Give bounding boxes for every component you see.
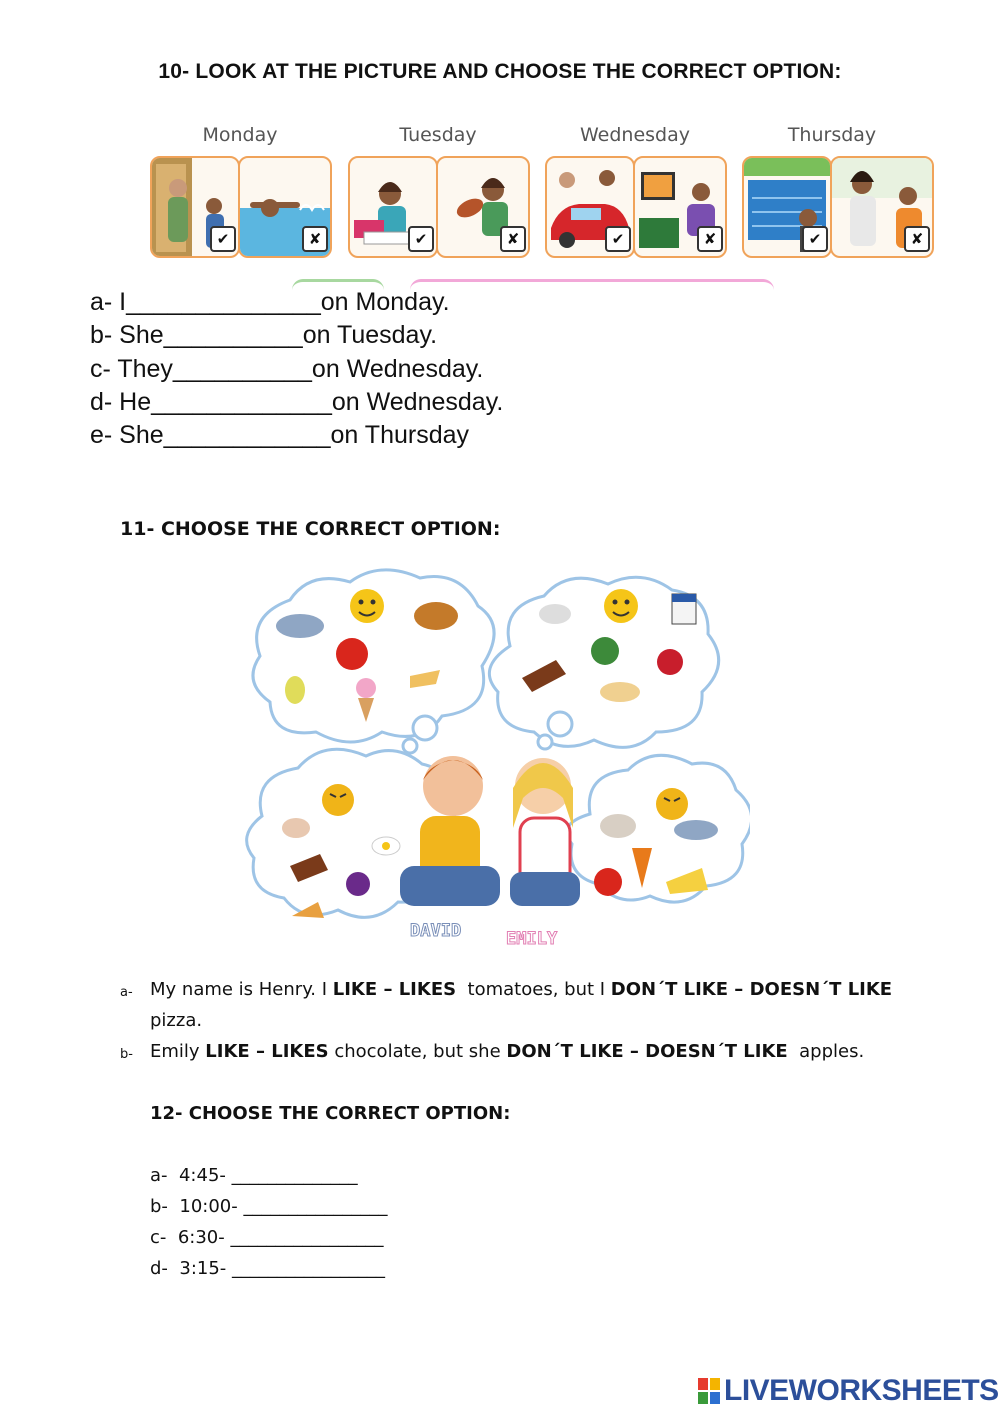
tuesday-activity-no-picture <box>436 156 530 258</box>
emily-name-label: EMILY <box>506 929 558 949</box>
david-name-label: DAVID <box>410 921 462 941</box>
day-label-monday: Monday <box>202 124 278 146</box>
check-icon: ✔ <box>802 226 828 252</box>
section-10-heading: 10- LOOK AT THE PICTURE AND CHOOSE THE CORRECT OPTION: <box>158 60 842 83</box>
item-a-text-1: My name is Henry. I <box>150 979 333 1000</box>
item-a-option-2: DON´T LIKE – DOESN´T LIKE <box>610 979 893 1000</box>
sentence-e: e- She____________on Thursday <box>90 421 470 449</box>
item-b-text-1: Emily <box>150 1041 206 1062</box>
food-preferences-picture <box>240 566 750 956</box>
day-label-thursday: Thursday <box>787 124 877 146</box>
time-item-a: a- 4:45- ______________ <box>150 1165 358 1186</box>
item-b-text-3: apples. <box>787 1041 865 1062</box>
check-icon: ✔ <box>408 226 434 252</box>
david-emily-food-illustration <box>240 566 750 956</box>
thursday-activity-yes-picture <box>742 156 832 258</box>
cross-icon: ✘ <box>697 226 723 252</box>
wednesday-activity-no-picture <box>633 156 727 258</box>
item-b-line-1 <box>150 1041 864 1062</box>
day-label-tuesday: Tuesday <box>399 124 477 146</box>
wednesday-activity-yes-picture <box>545 156 635 258</box>
check-icon: ✔ <box>605 226 631 252</box>
sentence-d: d- He_____________on Wednesday. <box>90 388 504 416</box>
item-b-text-2: chocolate, but she <box>328 1041 507 1062</box>
sentence-a: a- I______________on Monday. <box>90 288 450 316</box>
sentence-b: b- She__________on Tuesday. <box>90 321 438 349</box>
item-b-option-2: DON´T LIKE – DOESN´T LIKE <box>506 1041 788 1062</box>
item-a-option-1: LIKE – LIKES <box>332 979 457 1000</box>
item-b-option-1: LIKE – LIKES <box>205 1041 329 1062</box>
section-11-heading: 11- CHOOSE THE CORRECT OPTION: <box>120 518 501 540</box>
liveworksheets-logo-text: LIVEWORKSHEETS <box>724 1374 999 1407</box>
time-item-b: b- 10:00- ________________ <box>150 1196 388 1217</box>
item-a-line-2: pizza. <box>150 1010 203 1031</box>
monday-activity-yes-picture <box>150 156 240 258</box>
day-label-wednesday: Wednesday <box>579 124 690 146</box>
check-icon: ✔ <box>210 226 236 252</box>
tuesday-activity-yes-picture <box>348 156 438 258</box>
sentence-c: c- They__________on Wednesday. <box>90 355 484 383</box>
item-a-text-2: tomatoes, but I <box>456 979 611 1000</box>
item-a-letter: a- <box>120 985 133 1000</box>
cross-icon: ✘ <box>500 226 526 252</box>
time-item-c: c- 6:30- _________________ <box>150 1227 384 1248</box>
liveworksheets-logo-icon <box>698 1378 720 1404</box>
item-a-line-1 <box>150 979 892 1000</box>
monday-activity-no-picture <box>238 156 332 258</box>
section-12-heading: 12- CHOOSE THE CORRECT OPTION: <box>150 1103 511 1124</box>
item-b-letter: b- <box>120 1047 133 1062</box>
decorative-pink-arc <box>410 279 774 290</box>
thursday-activity-no-picture <box>830 156 934 258</box>
cross-icon: ✘ <box>904 226 930 252</box>
cross-icon: ✘ <box>302 226 328 252</box>
time-item-d: d- 3:15- _________________ <box>150 1258 386 1279</box>
